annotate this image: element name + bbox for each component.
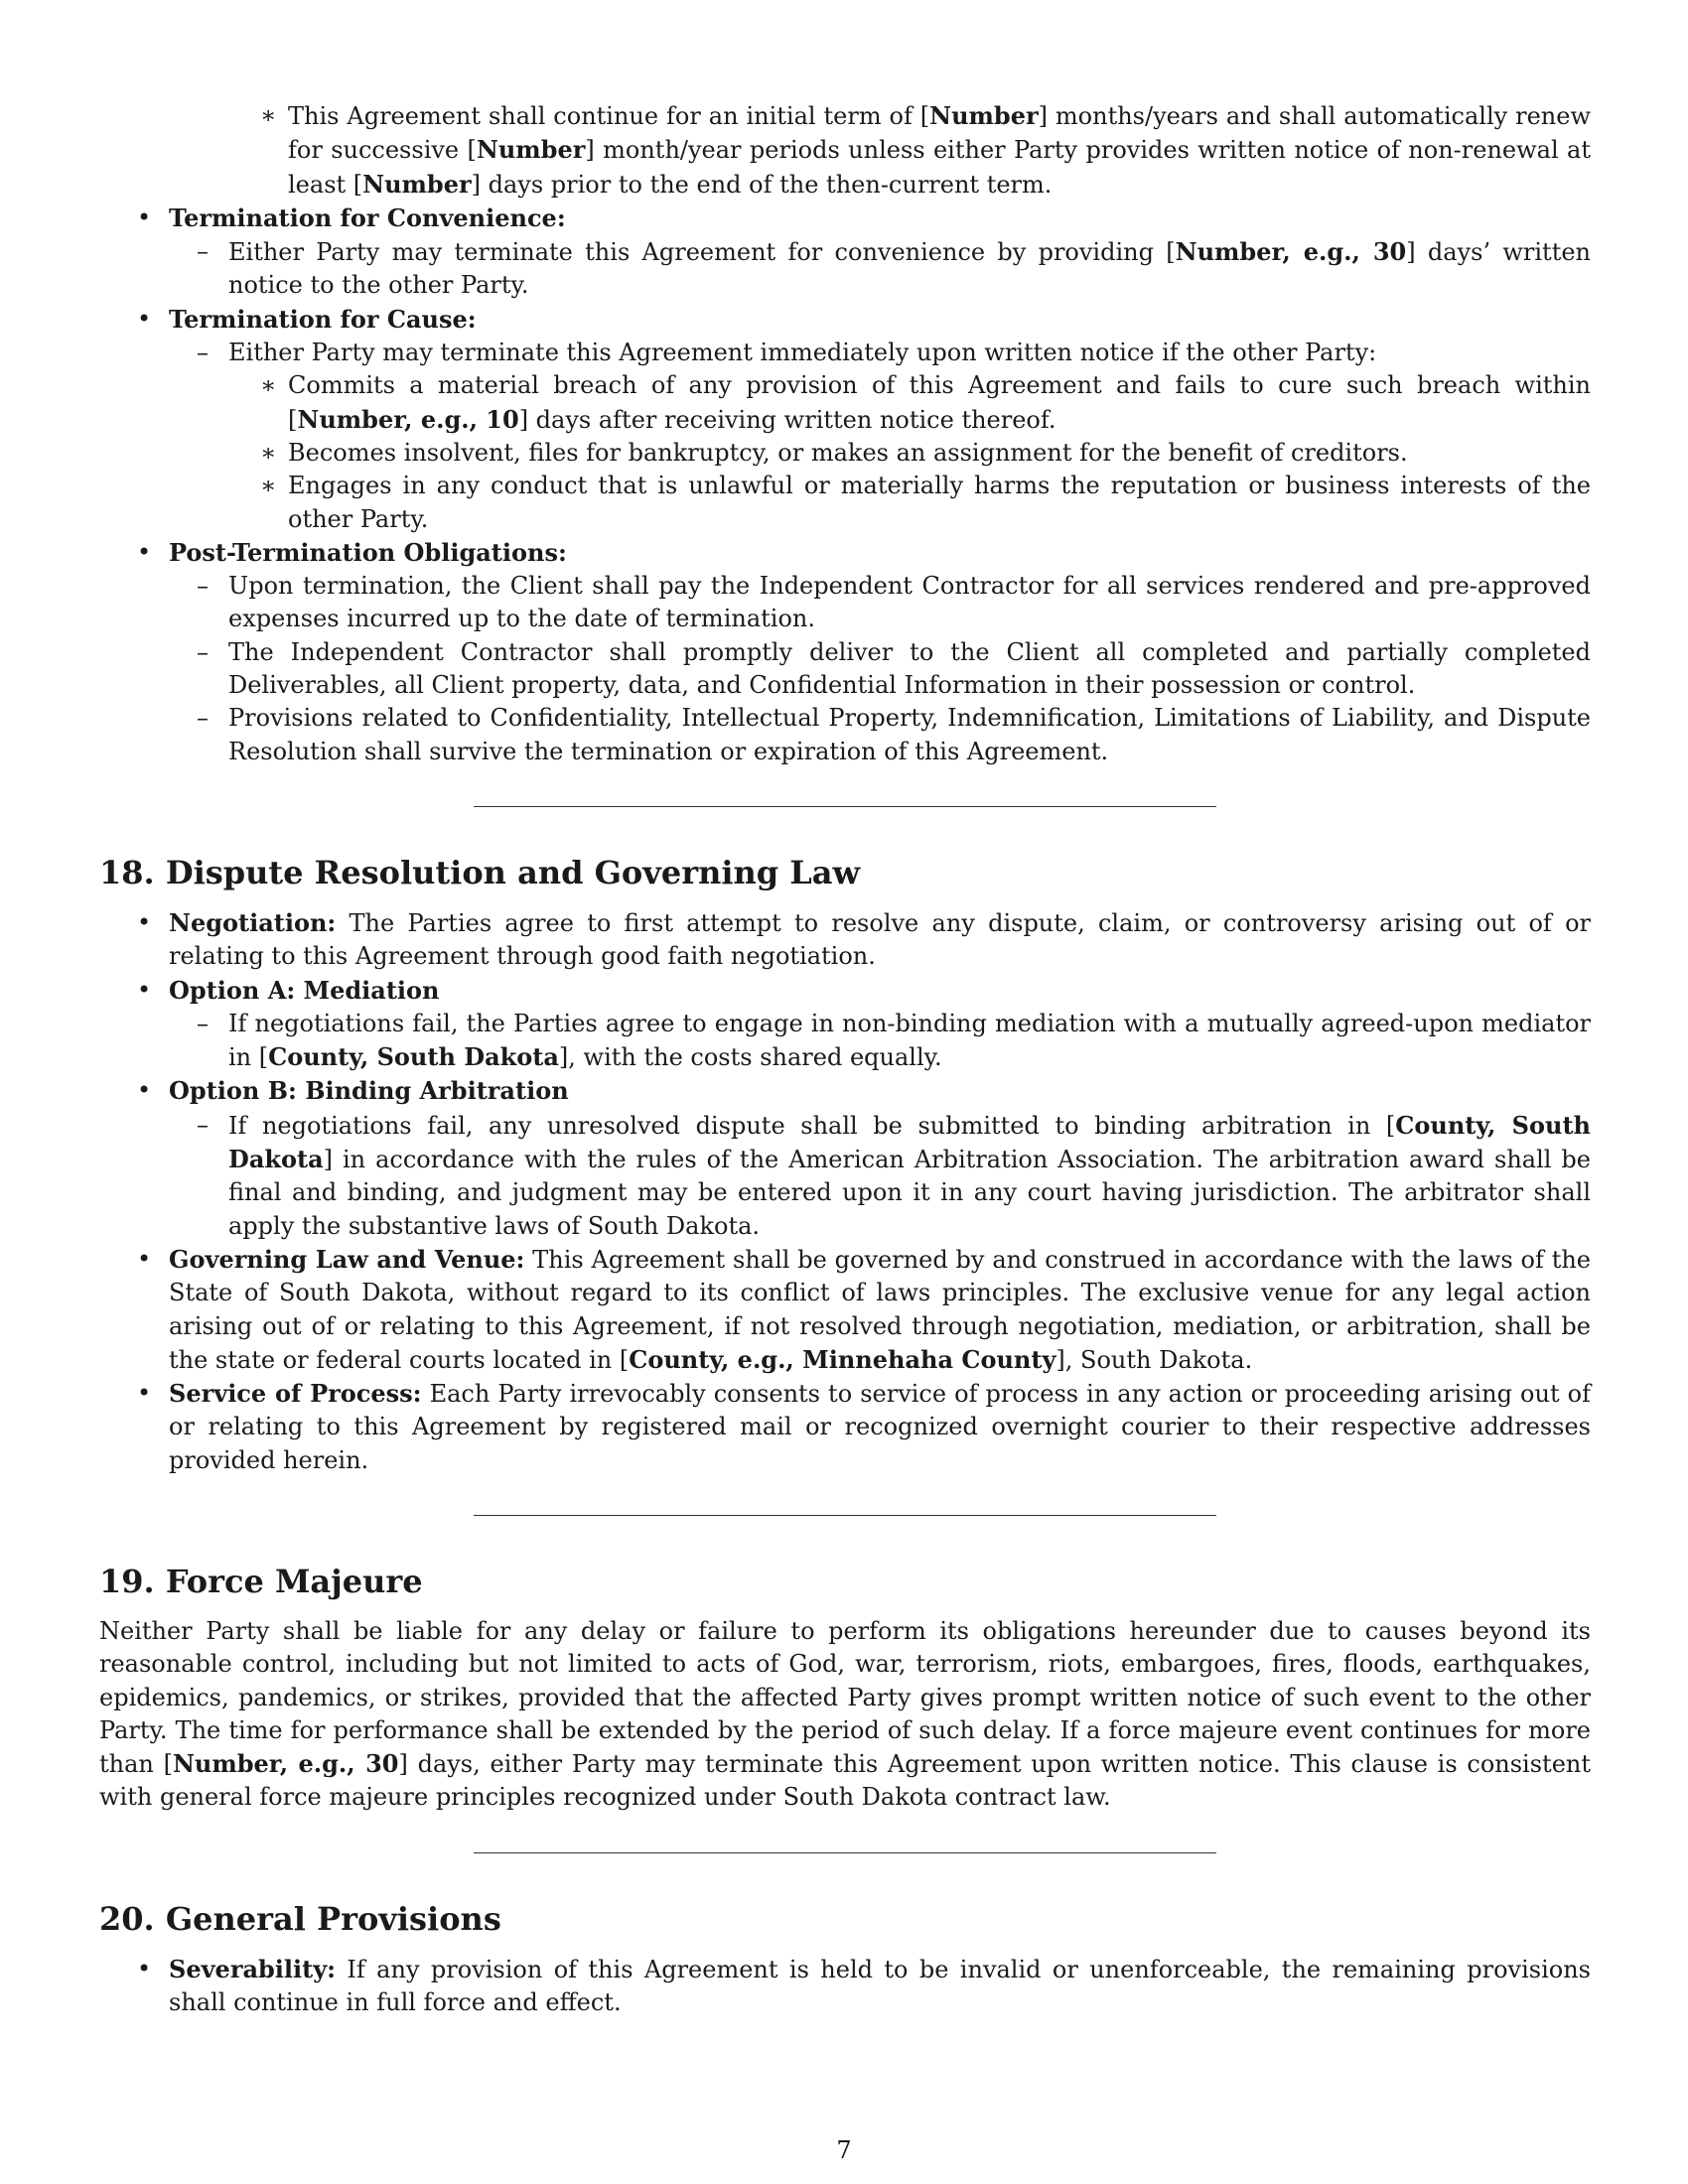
page-number: 7 bbox=[836, 2136, 852, 2164]
sub-item: – Upon termination, the Client shall pay the Independent Contractor for all services rendered and pre-approved expenses incurred up to the date of termination. bbox=[169, 570, 1591, 636]
placeholder-county: County, South Dakota bbox=[228, 1110, 1592, 1174]
section-heading-20: 20. General Provisions bbox=[99, 1899, 501, 1938]
sub-list bbox=[169, 1008, 1591, 1075]
placeholder-number: Number bbox=[476, 135, 586, 165]
term-continuation-item bbox=[228, 99, 1591, 202]
sub-sub-item: ∗ Engages in any conduct that is unlawful or materially harms the reputation or business interests of the other Party. bbox=[228, 470, 1591, 536]
text-fragment: If any provision of this Agreement is held to be invalid or unenforceable, the remaining provisions shall continue in full force and effect. bbox=[169, 1955, 1591, 2017]
text-fragment: ] month/year periods unless either Party provides written notice of non-renewal at least [ bbox=[288, 136, 1591, 199]
section-heading-19: 19. Force Majeure bbox=[99, 1562, 423, 1600]
item-heading: Termination for Convenience: bbox=[169, 203, 566, 232]
option-b-item bbox=[99, 1074, 1591, 1242]
document-content bbox=[99, 99, 1591, 2019]
text-fragment: Commits a material breach of any provision of this Agreement and fails to cure such breach within [ bbox=[288, 371, 1591, 434]
sub-list bbox=[169, 1109, 1591, 1243]
text-fragment: If negotiations fail, the Parties agree to engage in non-binding mediation with a mutually agreed-upon mediator in [ bbox=[228, 1009, 1591, 1072]
force-majeure-paragraph bbox=[99, 1615, 1591, 1815]
sub-item bbox=[169, 235, 1591, 303]
placeholder-number: Number, e.g., 30 bbox=[172, 1749, 399, 1779]
placeholder-number: Number, e.g., 30 bbox=[1175, 237, 1407, 267]
item-heading: Severability: bbox=[169, 1954, 337, 1983]
text-fragment: ] days, either Party may terminate this Agreement upon written notice. This clause is consistent with general force majeure principles recognized under South Dakota contract law. bbox=[99, 1750, 1592, 1812]
item-heading: Termination for Cause: bbox=[169, 304, 477, 334]
sub-sub-item bbox=[228, 369, 1591, 437]
sub-item bbox=[169, 337, 1591, 536]
placeholder-number: Number bbox=[362, 169, 472, 199]
item-heading: Option A: Mediation bbox=[169, 975, 440, 1005]
text-fragment: This Agreement shall be governed by and construed in accordance with the laws of the State of South Dakota, without regard to its conflict of laws principles. The exclusive venue for any legal action arising out of or relating to this Agreement, if not resolved through negotiation, mediation, or arbitration, shall be the state or federal courts located in [ bbox=[169, 1245, 1592, 1374]
sub-item: – The Independent Contractor shall promptly deliver to the Client all completed and partially completed Deliverables, all Client property, data, and Confidential Information in their possession or control. bbox=[169, 636, 1591, 703]
text-fragment: ] in accordance with the rules of the American Arbitration Association. The arbitration award shall be final and binding, and judgment may be entered upon it in any court having jurisdiction. The arbitrator shall apply the substantive laws of South Dakota. bbox=[228, 1146, 1591, 1240]
sub-item: – Provisions related to Confidentiality, Intellectual Property, Indemnification, Limitations of Liability, and Dispute Resolution shall survive the termination or expiration of this Agreement. bbox=[169, 702, 1591, 768]
text-fragment: This Agreement shall continue for an initial term of [ bbox=[288, 102, 930, 130]
termination-convenience-item bbox=[99, 202, 1591, 303]
text-fragment: Neither Party shall be liable for any delay or failure to perform its obligations hereunder due to causes beyond its reasonable control, including but not limited to acts of God, war, terrorism, riots, embargoes, fires, floods, earthquakes, epidemics, pandemics, or strikes, provided that the affected Party gives prompt written notice of such event to the other Party. The time for performance shall be extended by the period of such delay. If a force majeure event continues for more than [ bbox=[99, 1616, 1591, 1779]
section-divider bbox=[474, 806, 1216, 807]
item-heading: Option B: Binding Arbitration bbox=[169, 1076, 569, 1106]
sub-list bbox=[169, 570, 1591, 768]
text-fragment: ] days after receiving written notice thereof. bbox=[518, 405, 1056, 434]
text-fragment: Each Party irrevocably consents to service of process in any action or proceeding arising out of or relating to this Agreement by registered mail or recognized overnight courier to their respective addresses provided herein. bbox=[169, 1380, 1591, 1474]
text-fragment: Either Party may terminate this Agreement for convenience by providing [ bbox=[228, 238, 1176, 267]
governing-law-item bbox=[99, 1243, 1591, 1377]
negotiation-item bbox=[99, 906, 1591, 974]
section-18-list bbox=[99, 906, 1591, 1477]
sub-item bbox=[169, 1109, 1591, 1243]
section-20-list bbox=[99, 1953, 1591, 2020]
item-heading: Service of Process: bbox=[169, 1379, 422, 1409]
item-heading: Governing Law and Venue: bbox=[169, 1244, 525, 1274]
sub-sub-list bbox=[228, 369, 1591, 535]
sub-sub-item: ∗ Becomes insolvent, files for bankruptcy, or makes an assignment for the benefit of creditors. bbox=[228, 437, 1591, 470]
severability-item bbox=[99, 1953, 1591, 2020]
option-a-item bbox=[99, 974, 1591, 1075]
item-heading: Post-Termination Obligations: bbox=[169, 537, 567, 567]
sub-list bbox=[169, 337, 1591, 536]
text-fragment: ] days’ written notice to the other Party. bbox=[228, 238, 1591, 300]
text-fragment: ], with the costs shared equally. bbox=[558, 1043, 942, 1072]
post-termination-item bbox=[99, 536, 1591, 768]
placeholder-county: County, South Dakota bbox=[268, 1042, 559, 1072]
sub-item bbox=[169, 1008, 1591, 1075]
term-list bbox=[99, 99, 1591, 202]
text-fragment: The Parties agree to first attempt to resolve any dispute, claim, or controversy arising out of or relating to this Agreement through good faith negotiation. bbox=[169, 908, 1591, 971]
termination-list bbox=[99, 202, 1591, 768]
text-fragment: ], South Dakota. bbox=[1055, 1345, 1253, 1374]
placeholder-number: Number bbox=[929, 101, 1039, 130]
service-of-process-item bbox=[99, 1377, 1591, 1477]
text-fragment: ] days prior to the end of the then-current term. bbox=[471, 170, 1053, 199]
text-fragment: If negotiations fail, any unresolved dispute shall be submitted to binding arbitration in [ bbox=[228, 1111, 1396, 1140]
placeholder-county: County, e.g., Minnehaha County bbox=[629, 1344, 1056, 1374]
section-heading-18: 18. Dispute Resolution and Governing Law bbox=[99, 853, 861, 891]
placeholder-number: Number, e.g., 10 bbox=[297, 404, 519, 434]
section-divider bbox=[474, 1852, 1216, 1853]
text-fragment: ] months/years and shall automatically renew for successive [ bbox=[288, 102, 1591, 165]
section-divider bbox=[474, 1515, 1216, 1516]
item-heading: Negotiation: bbox=[169, 907, 337, 937]
termination-cause-item bbox=[99, 303, 1591, 536]
text-fragment: Either Party may terminate this Agreement immediately upon written notice if the other Party: bbox=[228, 339, 1377, 367]
sub-list bbox=[169, 235, 1591, 303]
